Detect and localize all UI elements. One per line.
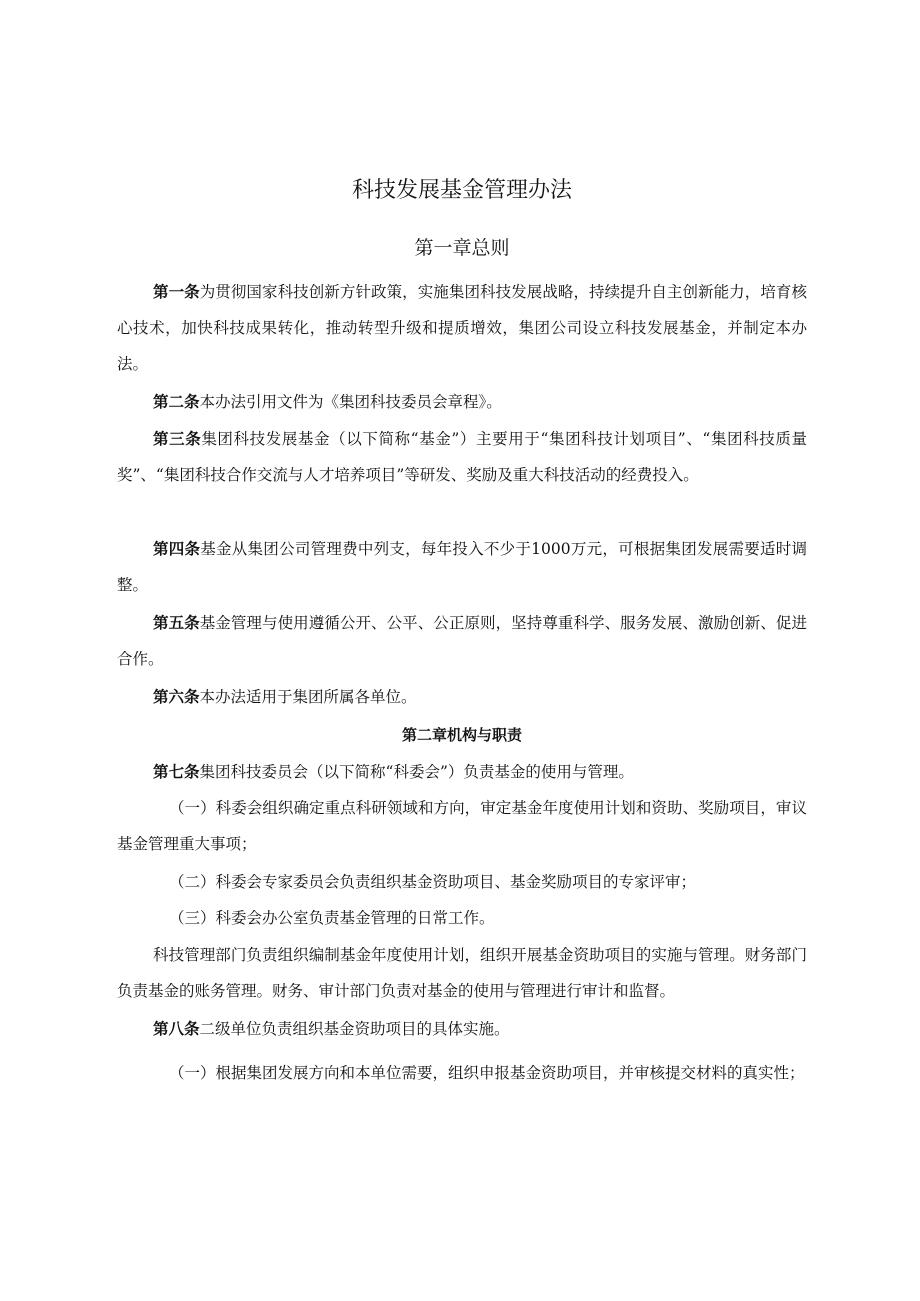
article-1 bbox=[117, 274, 807, 382]
article-label: 第一条 bbox=[153, 283, 200, 301]
article-8-item-1: （一）根据集团发展方向和本单位需要，组织申报基金资助项目，并审核提交材料的真实性； bbox=[169, 1064, 805, 1082]
article-7-paragraph: 科技管理部门负责组织编制基金年度使用计划，组织开展基金资助项目的实施与管理。财务部门负责基金的账务管理。财务、审计部门负责对基金的使用与管理进行审计和监督。 bbox=[117, 946, 807, 1000]
article-label: 第四条 bbox=[153, 540, 201, 558]
chapter-1-heading: 第一章总则 bbox=[414, 237, 510, 259]
article-text: 集团科技委员会（以下简称“科委会”）负责基金的使用与管理。 bbox=[199, 763, 634, 781]
article-text: 本办法适用于集团所属各单位。 bbox=[199, 688, 417, 706]
article-7 bbox=[117, 754, 807, 790]
article-7-item-2: （二）科委会专家委员会负责组织基金资助项目、基金奖励项目的专家评审； bbox=[169, 873, 697, 891]
article-7-item-1: （一）科委会组织确定重点科研领域和方向，审定基金年度使用计划和资助、奖励项目，审议基金管理重大事项； bbox=[117, 799, 807, 853]
article-3 bbox=[117, 421, 807, 493]
article-label: 第五条 bbox=[153, 614, 200, 632]
article-8 bbox=[117, 1011, 807, 1047]
article-text: 为贯彻国家科技创新方针政策，实施集团科技发展战略，持续提升自主创新能力，培育核心技术，加快科技成果转化，推动转型升级和提质增效，集团公司设立科技发展基金，并制定本办法。 bbox=[117, 283, 807, 373]
article-text: 集团科技发展基金（以下简称“基金”）主要用于“集团科技计划项目”、“集团科技质量奖”、“集团科技合作交流与人才培养项目”等研发、奖励及重大科技活动的经费投入。 bbox=[117, 430, 807, 484]
article-label: 第七条 bbox=[153, 763, 200, 781]
article-text: 基金从集团公司管理费中列支，每年投入不少于1000万元，可根据集团发展需要适时调整。 bbox=[117, 540, 807, 594]
article-label: 第二条 bbox=[153, 393, 200, 411]
article-4 bbox=[117, 531, 807, 603]
article-text: 本办法引用文件为《集团科技委员会章程》。 bbox=[199, 393, 502, 411]
chapter-2-heading: 第二章机构与职责 bbox=[401, 726, 522, 744]
article-2 bbox=[117, 384, 807, 420]
article-6 bbox=[117, 679, 807, 715]
article-label: 第六条 bbox=[153, 688, 200, 706]
article-5 bbox=[117, 605, 807, 677]
document-title: 科技发展基金管理办法 bbox=[351, 178, 572, 203]
article-text: 基金管理与使用遵循公开、公平、公正原则，坚持尊重科学、服务发展、激励创新、促进合作。 bbox=[117, 614, 807, 668]
article-text: 二级单位负责组织基金资助项目的具体实施。 bbox=[199, 1020, 510, 1038]
article-7-item-3: （三）科委会办公室负责基金管理的日常工作。 bbox=[169, 909, 495, 927]
article-label: 第八条 bbox=[153, 1020, 200, 1038]
article-label: 第三条 bbox=[153, 430, 202, 448]
